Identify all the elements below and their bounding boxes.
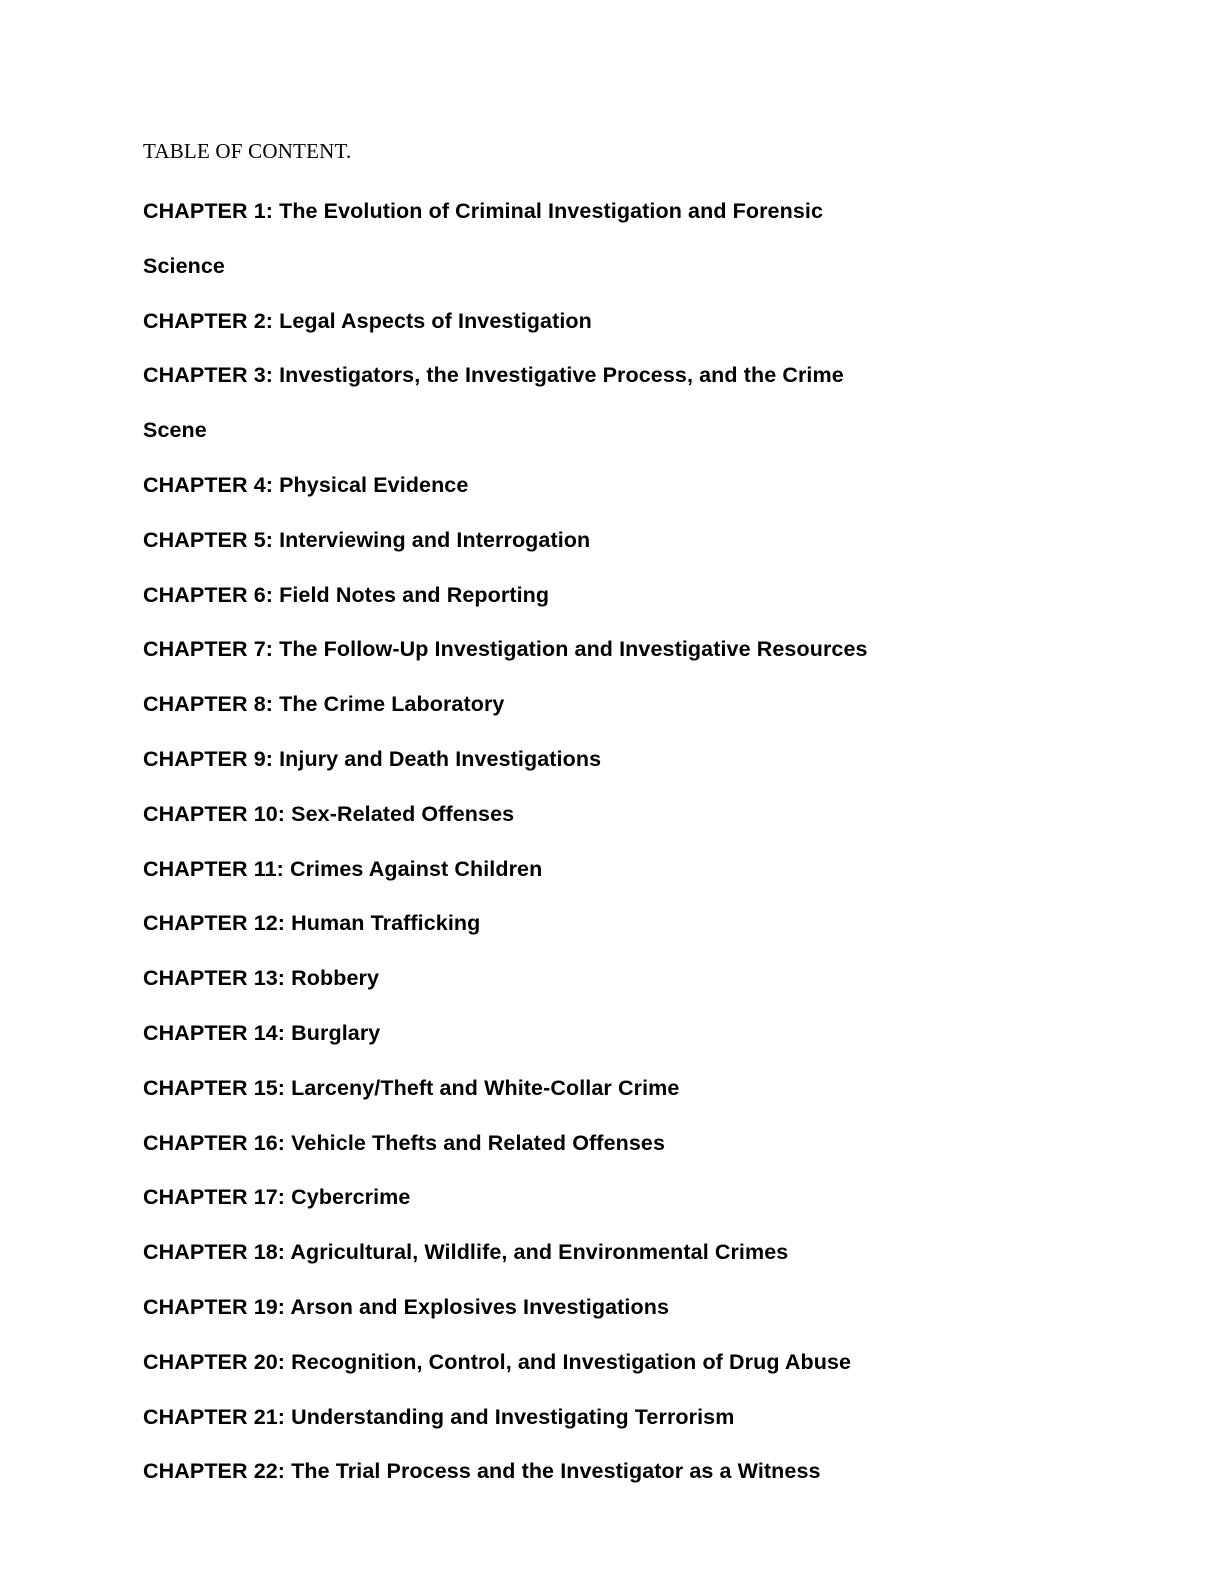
toc-line-20: CHAPTER 18: Agricultural, Wildlife, and Environmental Crimes <box>143 1240 789 1265</box>
toc-line-21: CHAPTER 19: Arson and Explosives Investigations <box>143 1294 670 1319</box>
toc-line-11: CHAPTER 9: Injury and Death Investigations <box>143 746 602 771</box>
toc-line-14: CHAPTER 12: Human Trafficking <box>143 911 481 936</box>
toc-line-16: CHAPTER 14: Burglary <box>143 1020 381 1045</box>
toc-line-24: CHAPTER 22: The Trial Process and the Investigator as a Witness <box>143 1459 821 1484</box>
toc-line-5: Scene <box>143 418 207 443</box>
toc-line-7: CHAPTER 5: Interviewing and Interrogation <box>143 527 591 552</box>
toc-line-10: CHAPTER 8: The Crime Laboratory <box>143 692 505 717</box>
toc-line-3: CHAPTER 2: Legal Aspects of Investigation <box>143 308 592 333</box>
toc-line-2: Science <box>143 253 225 278</box>
page-title: TABLE OF CONTENT. <box>143 139 352 163</box>
toc-line-9: CHAPTER 7: The Follow-Up Investigation and Investigative Resources <box>143 637 868 662</box>
toc-line-17: CHAPTER 15: Larceny/Theft and White-Collar Crime <box>143 1075 680 1100</box>
toc-line-23: CHAPTER 21: Understanding and Investigating Terrorism <box>143 1404 735 1429</box>
toc-list <box>143 196 1103 1511</box>
toc-line-12: CHAPTER 10: Sex-Related Offenses <box>143 801 515 826</box>
toc-line-8: CHAPTER 6: Field Notes and Reporting <box>143 582 550 607</box>
toc-line-6: CHAPTER 4: Physical Evidence <box>143 472 469 497</box>
toc-line-18: CHAPTER 16: Vehicle Thefts and Related Offenses <box>143 1130 666 1155</box>
toc-line-1: CHAPTER 1: The Evolution of Criminal Investigation and Forensic <box>143 199 824 223</box>
toc-line-22: CHAPTER 20: Recognition, Control, and Investigation of Drug Abuse <box>143 1349 852 1374</box>
toc-line-4: CHAPTER 3: Investigators, the Investigative Process, and the Crime <box>143 363 844 388</box>
toc-line-15: CHAPTER 13: Robbery <box>143 966 380 991</box>
toc-line-13: CHAPTER 11: Crimes Against Children <box>143 856 543 881</box>
toc-line-19: CHAPTER 17: Cybercrime <box>143 1185 411 1210</box>
